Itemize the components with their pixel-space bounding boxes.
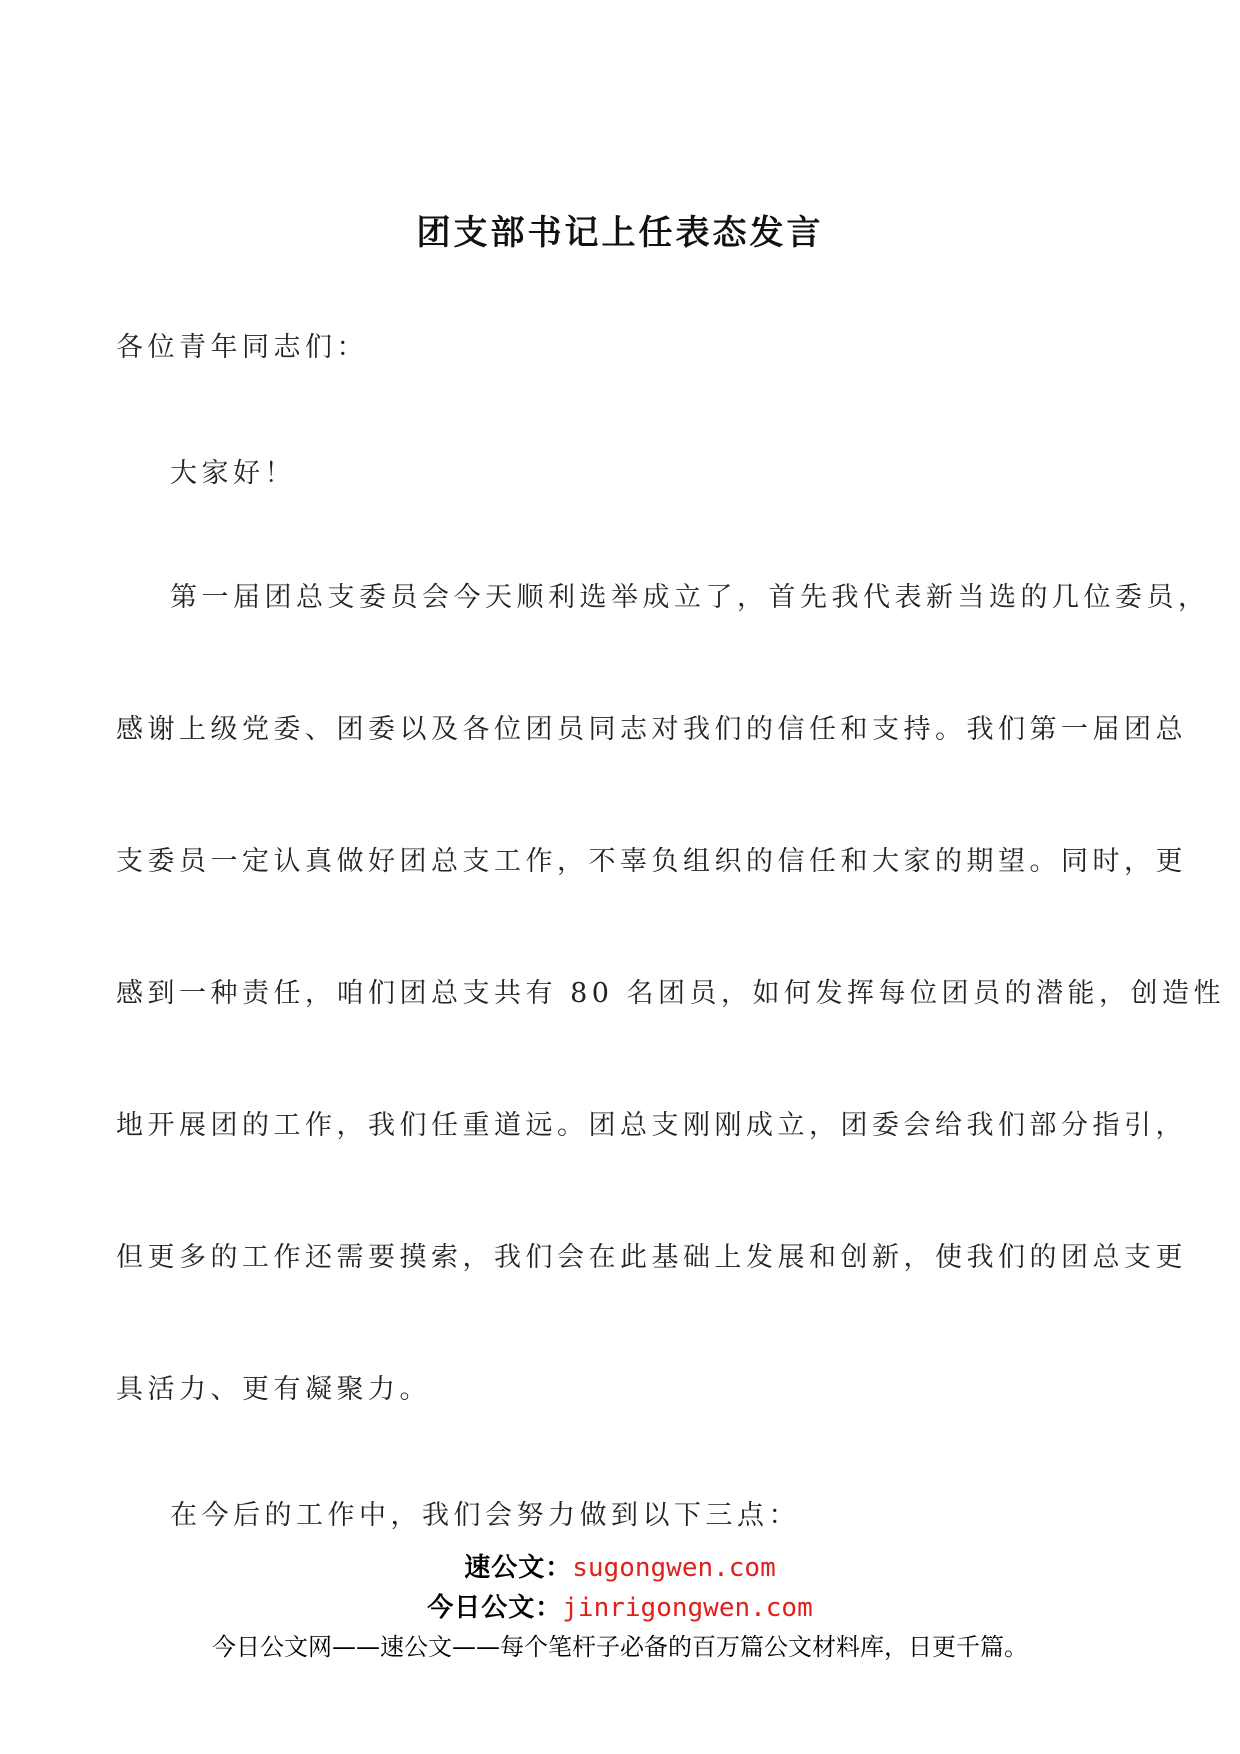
footer-label: 速公文： [464,1553,573,1583]
footer-line-jinrigongwen [0,1588,1240,1628]
greeting: 大家好！ [170,458,296,489]
paragraph-line: 第一届团总支委员会今天顺利选举成立了，首先我代表新当选的几位委员， [170,582,1210,613]
footer-label: 今日公文： [427,1593,563,1623]
footer-slogan: 今日公文网——速公文——每个笔杆子必备的百万篇公文材料库，日更千篇。 [212,1633,1028,1661]
paragraph-line: 感到一种责任，咱们团总支共有 80 名团员，如何发挥每位团员的潜能，创造性 [116,978,1226,1009]
paragraph-line: 支委员一定认真做好团总支工作，不辜负组织的信任和大家的期望。同时，更 [116,846,1187,877]
footer-link-sugongwen[interactable]: sugongwen.com [572,1553,776,1583]
paragraph-line: 但更多的工作还需要摸索，我们会在此基础上发展和创新，使我们的团总支更 [116,1242,1187,1273]
footer-line-sugongwen [0,1548,1240,1588]
main-paragraph [116,578,1226,1410]
salutation: 各位青年同志们： [116,332,368,363]
footer-watermark [0,1548,1240,1666]
paragraph-line: 具活力、更有凝聚力。 [116,1374,431,1405]
footer-link-jinrigongwen[interactable]: jinrigongwen.com [562,1593,813,1623]
closing-paragraph: 在今后的工作中，我们会努力做到以下三点： [170,1500,800,1531]
document-body [116,328,1226,1536]
paragraph-line: 感谢上级党委、团委以及各位团员同志对我们的信任和支持。我们第一届团总 [116,714,1187,745]
document-title: 团支部书记上任表态发言 [416,213,824,253]
paragraph-line: 地开展团的工作，我们任重道远。团总支刚刚成立，团委会给我们部分指引， [116,1110,1187,1141]
